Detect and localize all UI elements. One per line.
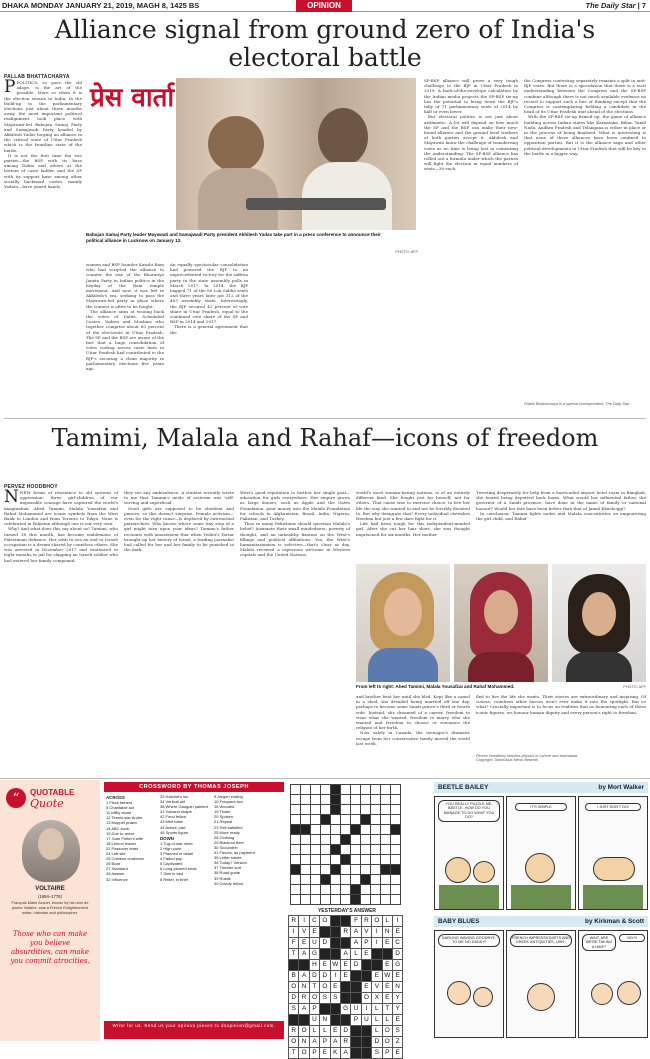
- answer-cell: [351, 993, 361, 1004]
- article2-col3: West's good reputation to further her single goal—education for girls everywhere. Her empire grows as large donors, such as Apple and the Gates Foundation, pour money into the Malala Foundation for schools in Afghanistan, Brazil, India, Nigeria, Pakistan, and Turkey. Thus so many Pakistanis should question Malala's belief? Insinuate their small mindedness, poverty of thought, and an unhealthy fixation on the West's fillings and political affiliations. Yes, the West's humanitarianism is selective—that's clear as day. Malala received a rapturous welcome in Western capitals and the United Nations.: [240, 490, 350, 558]
- answer-row: [289, 1048, 403, 1059]
- answer-cell: E: [361, 982, 371, 993]
- answer-cell: R: [299, 993, 309, 1004]
- answer-cell: O: [289, 982, 299, 993]
- answer-row: [289, 982, 403, 993]
- article2-col5: Tweeting desperately for help from a barricaded airport hotel room in Bangkok, she feared being deported back home. What would her influential father, the governor of a Saudi province, have done in the name of family or national honour? Would her fate have been better than that of Jamal Khashoggi? In conclusion: Tamimi lights nodes and Malala concentrates on empowering the girl child, and Rahaf: [476, 490, 646, 522]
- answer-cell: [340, 938, 350, 949]
- answer-cell: E: [320, 1048, 330, 1059]
- answer-cell: L: [372, 1015, 382, 1026]
- answer-cell: E: [340, 971, 350, 982]
- portrait-malala: [484, 590, 518, 634]
- answer-cell: N: [299, 1037, 309, 1048]
- answer-cell: [351, 1026, 361, 1037]
- answer-cell: L: [382, 916, 392, 927]
- article1-col3: An equally spectacular consolidation had powered the BJP to an unprecedented victory for the saffron party in the state assembly polls in March 2017. In 2014, the BJP bagged 71 of the 80 Lok Sabha seats and three years later got 312 of the 403 assembly seats. Interestingly, the BJP secured 42 percent of vote share in Uttar Pradesh, equal to the combined vote share of the SP and BSP in 2014 and 2017. There is a general agreement that the: [170, 262, 249, 335]
- comic1-panel-2: [506, 796, 576, 910]
- answer-cell: Y: [392, 993, 402, 1004]
- quote-title-bottom: Quote: [30, 797, 64, 810]
- quote-mark-icon: “: [6, 788, 26, 808]
- answer-cell: W: [330, 960, 340, 971]
- answer-row: [289, 949, 403, 960]
- comic2-header: [434, 916, 648, 927]
- answer-cell: T: [309, 982, 319, 993]
- answer-cell: I: [299, 916, 309, 927]
- answer-cell: L: [309, 1026, 319, 1037]
- article2-col2: they see any ambivalence. A student recently wrote to me that Tamimi's mode of activism was 'self-serving and superficial'. Good girls are supposed to be obedient and passive, so this doesn't surprise. Female activism—even for the right cause—is deplored by entrenched patriarchies. Who knows where some tiny step of a girl might turn upon your ideas? Tamimi's father recounts with amusement that when Yediot's Tartar brought up her history of Israel, a leading journalist had called for her and her family to be punished in the dark.: [124, 490, 234, 553]
- article2-byline: PERVEZ HOODBHOY: [4, 484, 58, 490]
- crossword-down-clues: 9 Jargon ending 10 Frequent two 16 Wooded 19 Tinder 20 Spoken 21 Repeal 23 Self-satisfied 25 More ready 26 Clothing 29 Blackout thief 30 Scoundrel 31 Favors, as payment 35 Letter salute 36 Today? Version 37 Theater sort 38 Road guide 39 Rustle 40 Grizzly fellow: [214, 794, 255, 886]
- answer-cell: O: [361, 993, 371, 1004]
- answer-cell: E: [392, 1015, 402, 1026]
- quote-text: Those who can make you believe absurdities, can make you commit atrocities.: [10, 930, 90, 965]
- answer-cell: C: [392, 938, 402, 949]
- quote-title-top: QUOTABLE: [30, 788, 75, 797]
- write-for-us-note: Write for us. Send us your opinion pieces to dsopinion@gmail.com.: [104, 1021, 284, 1039]
- answer-cell: [289, 1015, 299, 1026]
- answer-cell: A: [299, 1004, 309, 1015]
- answer-cell: C: [309, 916, 319, 927]
- answer-cell: N: [299, 982, 309, 993]
- answer-cell: E: [392, 971, 402, 982]
- answer-cell: O: [382, 1026, 392, 1037]
- answer-cell: O: [289, 1037, 299, 1048]
- divider: [4, 418, 646, 419]
- answer-cell: P: [361, 938, 371, 949]
- answer-cell: P: [309, 1048, 319, 1059]
- answer-cell: V: [361, 927, 371, 938]
- answer-cell: P: [320, 1037, 330, 1048]
- article2-photo: [356, 564, 646, 682]
- answer-cell: S: [320, 993, 330, 1004]
- answer-cell: E: [320, 960, 330, 971]
- answer-cell: G: [392, 960, 402, 971]
- answer-cell: [330, 916, 340, 927]
- answer-cell: R: [340, 927, 350, 938]
- answer-cell: [351, 1048, 361, 1059]
- answer-cell: [330, 938, 340, 949]
- answer-cell: E: [382, 938, 392, 949]
- answer-row: [289, 938, 403, 949]
- answer-cell: U: [309, 1015, 319, 1026]
- answer-cell: D: [392, 949, 402, 960]
- article2-photo-caption: From left to right: Ahed Tamimi, Malala Yousafzai and Rahaf Mohammed.: [356, 684, 515, 689]
- answer-cell: [372, 949, 382, 960]
- answer-cell: L: [382, 1015, 392, 1026]
- section-label: OPINION: [296, 0, 352, 12]
- answer-cell: V: [299, 927, 309, 938]
- answer-cell: L: [351, 949, 361, 960]
- crossword-grid[interactable]: [290, 784, 401, 905]
- answer-cell: [351, 982, 361, 993]
- answer-cell: [340, 916, 350, 927]
- answer-cell: I: [361, 1004, 371, 1015]
- answer-cell: S: [330, 993, 340, 1004]
- banner-text: प्रेस वार्ता: [90, 83, 175, 113]
- article2-col4b: and brother beat her until she bled. Kept like a camel in a shed, she dreaded being married off one day, perhaps to become some Saudi prince's third or fourth wife. Instead, she dreamed of a career, freedom to wear what she wanted, freedom to marry who she wanted and freedom to choose or renounce the religion of her birth. Now safely in Canada, the teenager's dramatic escape from her conservative family moved the world last week.: [356, 694, 471, 746]
- answer-cell: S: [392, 1026, 402, 1037]
- answer-row: [289, 1037, 403, 1048]
- answer-cell: [299, 1015, 309, 1026]
- comic2-title: BABY BLUES: [438, 918, 480, 925]
- answer-cell: [372, 960, 382, 971]
- answer-cell: T: [289, 1048, 299, 1059]
- article2-col4: world's most woman-hating nations, is of an entirely different kind. She fought just for herself, not for others. That cause was to exercise choice, to live her life the way she wanted to and not be forcibly dictated to. But why denigrate that? Every individual cherishes freedom but just a few dare fight for it. Life had been tough for this independent-minded girl. After she cut her hair short, she was thought imprisoned for six months. Her mother: [356, 490, 470, 537]
- article1-headline[interactable]: Alliance signal from ground zero of India's electoral battle: [54, 15, 596, 72]
- answer-row: [289, 916, 403, 927]
- answer-cell: R: [289, 1026, 299, 1037]
- answer-cell: [320, 1004, 330, 1015]
- answer-cell: [330, 1004, 340, 1015]
- answer-cell: D: [340, 1026, 350, 1037]
- answer-cell: [320, 927, 330, 938]
- answer-cell: I: [289, 927, 299, 938]
- comic1-bubble-2: IT'S SIMPLE: [515, 803, 567, 811]
- answer-cell: N: [320, 1015, 330, 1026]
- answer-cell: N: [392, 982, 402, 993]
- answer-cell: O: [309, 993, 319, 1004]
- answer-cell: D: [309, 971, 319, 982]
- answer-cell: R: [340, 1037, 350, 1048]
- quote-author-years: (1694–1778): [38, 894, 62, 899]
- answer-cell: O: [299, 1048, 309, 1059]
- answer-cell: E: [392, 927, 402, 938]
- answer-cell: E: [340, 960, 350, 971]
- comic1-bubble-1: YOU REALLY PUZZLE ME, BEETLE. HOW DO YOU MANAGE TO DO WHAT YOU DO?: [438, 800, 500, 822]
- crossword-answer-title: YESTERDAY'S ANSWER: [317, 908, 377, 914]
- article1-col5: the Congress contesting separately remains a split in anti-BJP votes. But there is a speculation that there is a tacit understanding between the Congress and the SP-BSP combine although there is not much available evidence on record to support such a line of thinking except that the Congress is contemplating fielding a candidate in the head of its Uttar Pradesh unit ahead of the elections. With the SP-BSP tie-up firmed up, the game of alliance building across Indian states like Karnataka, Bihar, Tamil Nadu, Andhra Pradesh and Telangana is either in place or in the process of being finalised. What is interesting is that none of these alliances have been confined to opposition parties. But it is the alliance saga and other political developments in Uttar Pradesh that will be key to the battle in a bigger way.: [524, 78, 646, 156]
- answer-cell: I: [372, 938, 382, 949]
- answer-cell: E: [299, 938, 309, 949]
- crossword-across-clues: ACROSS 1 Flock fathers 5 Charitable act 11 Milky stone 12 Tennis star Andre 13 Muppet prawn 14 ABC book 15 Due to arrive 17 Joan Potter's wife 18 Lemon leader 22 Passover feast 24 Loft site 25 Chinese chairman 26 Boat 27 Standard 28 Answer 32 Influence: [106, 795, 144, 882]
- answer-row: [289, 960, 403, 971]
- answer-cell: E: [330, 982, 340, 993]
- answer-cell: O: [382, 1037, 392, 1048]
- article2-photo-credit: PHOTO: AFP: [623, 685, 646, 689]
- answer-cell: O: [299, 1026, 309, 1037]
- answer-cell: B: [289, 971, 299, 982]
- answer-cell: A: [340, 1048, 350, 1059]
- answer-cell: U: [351, 1004, 361, 1015]
- answer-cell: [361, 971, 371, 982]
- answer-row: [289, 993, 403, 1004]
- answer-cell: [361, 1048, 371, 1059]
- answer-row: [289, 971, 403, 982]
- article1-photo-credit: PHOTO: AFP: [395, 250, 418, 254]
- answer-cell: [382, 949, 392, 960]
- answer-cell: D: [320, 938, 330, 949]
- answer-cell: E: [309, 927, 319, 938]
- person-silhouette: [208, 116, 264, 172]
- answer-cell: I: [372, 927, 382, 938]
- answer-cell: E: [382, 960, 392, 971]
- answer-cell: G: [309, 949, 319, 960]
- answer-cell: D: [289, 993, 299, 1004]
- dateline: DHAKA MONDAY JANUARY 21, 2019, MAGH 8, 1425 BS: [2, 1, 200, 10]
- answer-cell: U: [361, 1015, 371, 1026]
- article1-col4: SP-BSP alliance will prove a very tough challenge to the BJP in Uttar Pradesh in 2019. A back-of-the-envelope calculation by the Indian media projects the SP-BSP tie-up has the potential to bring down the BJP's tally of 71 parliamentary seats of 2014 by half or even lower. But electoral politics is not just about arithmetic. A lot will depend on how much the SP and the BSP can make their new-found alliance and the ground level workers of both parties accept it. Akhilesh and Mayawati know the challenge of transferring votes as no time is being lost in cementing the understanding. The SP-BSP alliance has rolled out a formula under which the parties will fight the election in equal numbers of seats—38 each.: [424, 78, 518, 172]
- answer-cell: O: [320, 916, 330, 927]
- answer-cell: L: [320, 1026, 330, 1037]
- comic2-bubble-1: DARLING WAVING GOODBYE, TO ME NO DADDY!: [438, 934, 500, 947]
- answer-cell: [361, 1037, 371, 1048]
- answer-cell: E: [372, 971, 382, 982]
- answer-cell: A: [309, 1037, 319, 1048]
- answer-cell: [330, 949, 340, 960]
- comic2-bubble-2: FRENCH IMPRESSIONISTS AND GREEK ANTIQUITIES, UHH..: [510, 934, 572, 947]
- answer-cell: Z: [392, 1037, 402, 1048]
- answer-cell: T: [289, 949, 299, 960]
- answer-cell: F: [351, 916, 361, 927]
- brand-name: The Daily Star: [585, 1, 636, 10]
- answer-cell: [351, 1037, 361, 1048]
- crossword-answer-grid: [288, 915, 403, 1059]
- comic1-header: [434, 782, 648, 793]
- answer-cell: O: [320, 982, 330, 993]
- answer-cell: P: [351, 1015, 361, 1026]
- page-header-bar: [0, 0, 650, 12]
- article1-photo-caption: Bahujan Samaj Party leader Mayawati and Samajwadi Party president Akhilesh Yadav take part in a press conference to announce their political alliance in Lucknow on January 12.: [86, 232, 381, 243]
- answer-cell: P: [309, 1004, 319, 1015]
- answer-cell: V: [372, 982, 382, 993]
- crossword-header: CROSSWORD BY THOMAS JOSEPH: [104, 782, 284, 792]
- answer-cell: E: [330, 1026, 340, 1037]
- answer-cell: A: [299, 971, 309, 982]
- answer-row: [289, 1026, 403, 1037]
- answer-cell: L: [372, 1026, 382, 1037]
- comic2-panel-3: [578, 930, 648, 1038]
- comic1-panel-1: [434, 796, 504, 910]
- answer-cell: P: [382, 1048, 392, 1059]
- person-silhouette: [318, 108, 368, 166]
- comic2-bubble-3: WAIT, ARE WE'RE TAKING A HIKE?: [582, 934, 616, 951]
- answer-cell: H: [309, 960, 319, 971]
- answer-cell: U: [309, 938, 319, 949]
- answer-cell: A: [351, 927, 361, 938]
- brand-and-page: The Daily Star | 7: [585, 1, 646, 10]
- answer-cell: A: [351, 938, 361, 949]
- answer-cell: [361, 960, 371, 971]
- answer-cell: [320, 949, 330, 960]
- answer-cell: [289, 960, 299, 971]
- answer-cell: [299, 960, 309, 971]
- article2-col1: NNEW forms of resistance to old systems of oppression: three girl-children of our impossible courage have captured the world's imagination. Ahed Tamimi, Malala Yousafzai and Rahaf Mohammed are iconic symbols from the West Bank to London and from Toronto to Tokyo. None is celebrated in Pakistan although one is our very own. Why? And what does this say about us? Tamimi, who turned 18 this month, has become emblematic of Palestinian defiance. Her wish to see an end to Israeli occupation is a dream shared by countless others. She was arrested in December 2017 and sentenced to eight months in jail for slapping an Israeli soldier who had entered her family compound.: [4, 487, 118, 563]
- quote-author-bio: François-Marie Arouet, known by his nom de plume Voltaire, was a French Enlightenment writer, historian and philosopher.: [11, 900, 89, 915]
- comic2-panel-2: [506, 930, 576, 1038]
- portrait-rahaf: [582, 592, 616, 636]
- answer-cell: E: [382, 993, 392, 1004]
- answer-cell: F: [289, 938, 299, 949]
- article2-col5b: fled to live the life she wants. Their stories are extraordinary and inspiring. Of course, countless other heroes won't ever make it into the spotlight. But so what? Crucially important is to focus on realities that as honouring each of these iconic figures, we honour human dignity and every person's right to freedom.: [476, 694, 646, 715]
- article1-col1: PPOLITICS, so goes the old adage, is the art of the possible. More so when it is the election season in India. In the build-up to the parliamentary elections just about three months away, the most important political realignment took place with Mayawati-led Bahujan Samaj Party and Samajwadi Party headed by Akhilesh Yadav forging an alliance in the critical state of Uttar Pradesh which is the frontline state of the battle. It is not the first time the two parties—the BSP with its base among Dalits and others at the bottom of caste ladder, and the SP with its support base among other socially backward castes, mainly Yadavs—have joined hands.: [4, 77, 82, 190]
- answer-cell: [340, 982, 350, 993]
- answer-row: [289, 1004, 403, 1015]
- comic1-author: by Mort Walker: [598, 784, 644, 791]
- answer-cell: R: [289, 916, 299, 927]
- article2-headline[interactable]: Tamimi, Malala and Rahaf—icons of freedom: [51, 424, 599, 452]
- answer-cell: K: [330, 1048, 340, 1059]
- answer-cell: [340, 1015, 350, 1026]
- article1-photo: [86, 78, 416, 230]
- answer-cell: [330, 1015, 340, 1026]
- answer-cell: A: [330, 1037, 340, 1048]
- answer-cell: A: [299, 949, 309, 960]
- answer-cell: [340, 993, 350, 1004]
- comic1-title: BEETLE BAILEY: [438, 784, 489, 791]
- answer-cell: W: [382, 971, 392, 982]
- answer-cell: S: [289, 1004, 299, 1015]
- comic2-author: by Kirkman & Scott: [585, 918, 644, 925]
- answer-cell: D: [372, 1037, 382, 1048]
- comic1-bubble-3: I JUST DON'T DO!: [585, 803, 641, 811]
- answer-cell: N: [382, 927, 392, 938]
- answer-cell: T: [382, 1004, 392, 1015]
- answer-cell: E: [361, 949, 371, 960]
- answer-cell: L: [372, 1004, 382, 1015]
- answer-cell: I: [330, 971, 340, 982]
- crossword-across-clues-2: 33 Hatchet's kin 34 Vertical aid 38 Where Gauguin painted 41 Volcano shape 42 Fond fellow 43 Melt base 44 Actors' part 45 Sports figure DOWN 1 Tug-of-war need 2 High point 3 Planned in detail 4 Faded pup 5 Captivated 6 Long-plumed birds 7 Sink in bed 8 Relief, in brief: [160, 794, 208, 882]
- answer-cell: O: [372, 916, 382, 927]
- answer-cell: [361, 1026, 371, 1037]
- quote-author: VOLTAIRE: [35, 886, 65, 892]
- answer-row: [289, 927, 403, 938]
- answer-cell: S: [372, 1048, 382, 1059]
- page-number: 7: [641, 1, 646, 10]
- portrait-tamimi: [384, 588, 422, 636]
- answer-cell: D: [320, 971, 330, 982]
- voltaire-portrait: [22, 820, 80, 882]
- answer-cell: A: [340, 949, 350, 960]
- answer-cell: E: [392, 1048, 402, 1059]
- answer-cell: R: [361, 916, 371, 927]
- answer-cell: [351, 971, 361, 982]
- comic2-panel-1: [434, 930, 504, 1038]
- article2-author-note: Pervez Hoodbhoy teaches physics in Lahore and Islamabad. Copyright: Dawn/Asia News Network: [476, 754, 579, 762]
- answer-cell: D: [351, 960, 361, 971]
- answer-cell: Y: [392, 1004, 402, 1015]
- answer-cell: E: [382, 982, 392, 993]
- quotable-quote-box: [0, 780, 100, 1041]
- answer-cell: X: [372, 993, 382, 1004]
- comic1-panel-3: [578, 796, 648, 910]
- answer-cell: I: [392, 916, 402, 927]
- answer-cell: [330, 927, 340, 938]
- answer-row: [289, 1015, 403, 1026]
- article1-author-note: Pallab Bhattacharya is a special correspondent, The Daily Star.: [524, 402, 631, 406]
- article1-col2: women and BSP founder Kanshi Ram who had scripted the alliance to counter the rise of the Bharatiya Janata Party in Indian politics in the heyday of the Ram temple movement. And now, it was left in Akhilesh's era, seeking to pass the Mayawati-led party in place where the contest is often to be fought. The alliance aims at wooing back the votes of Dalits, Scheduled Castes, Yadavs and Muslims who together comprise about 60 percent of the electorate in Uttar Pradesh. The SP and the BSP are aware of the fact that a huge consolidation of votes cutting across caste lines in Uttar Pradesh had contributed to the BJP's securing a clean majority in parliamentary elections five years ago.: [86, 262, 164, 372]
- comic2-bubble-4: YAYY!: [619, 934, 645, 942]
- divider: [0, 778, 650, 779]
- answer-cell: G: [340, 1004, 350, 1015]
- article1-byline: PALLAB BHATTACHARYA: [4, 74, 70, 80]
